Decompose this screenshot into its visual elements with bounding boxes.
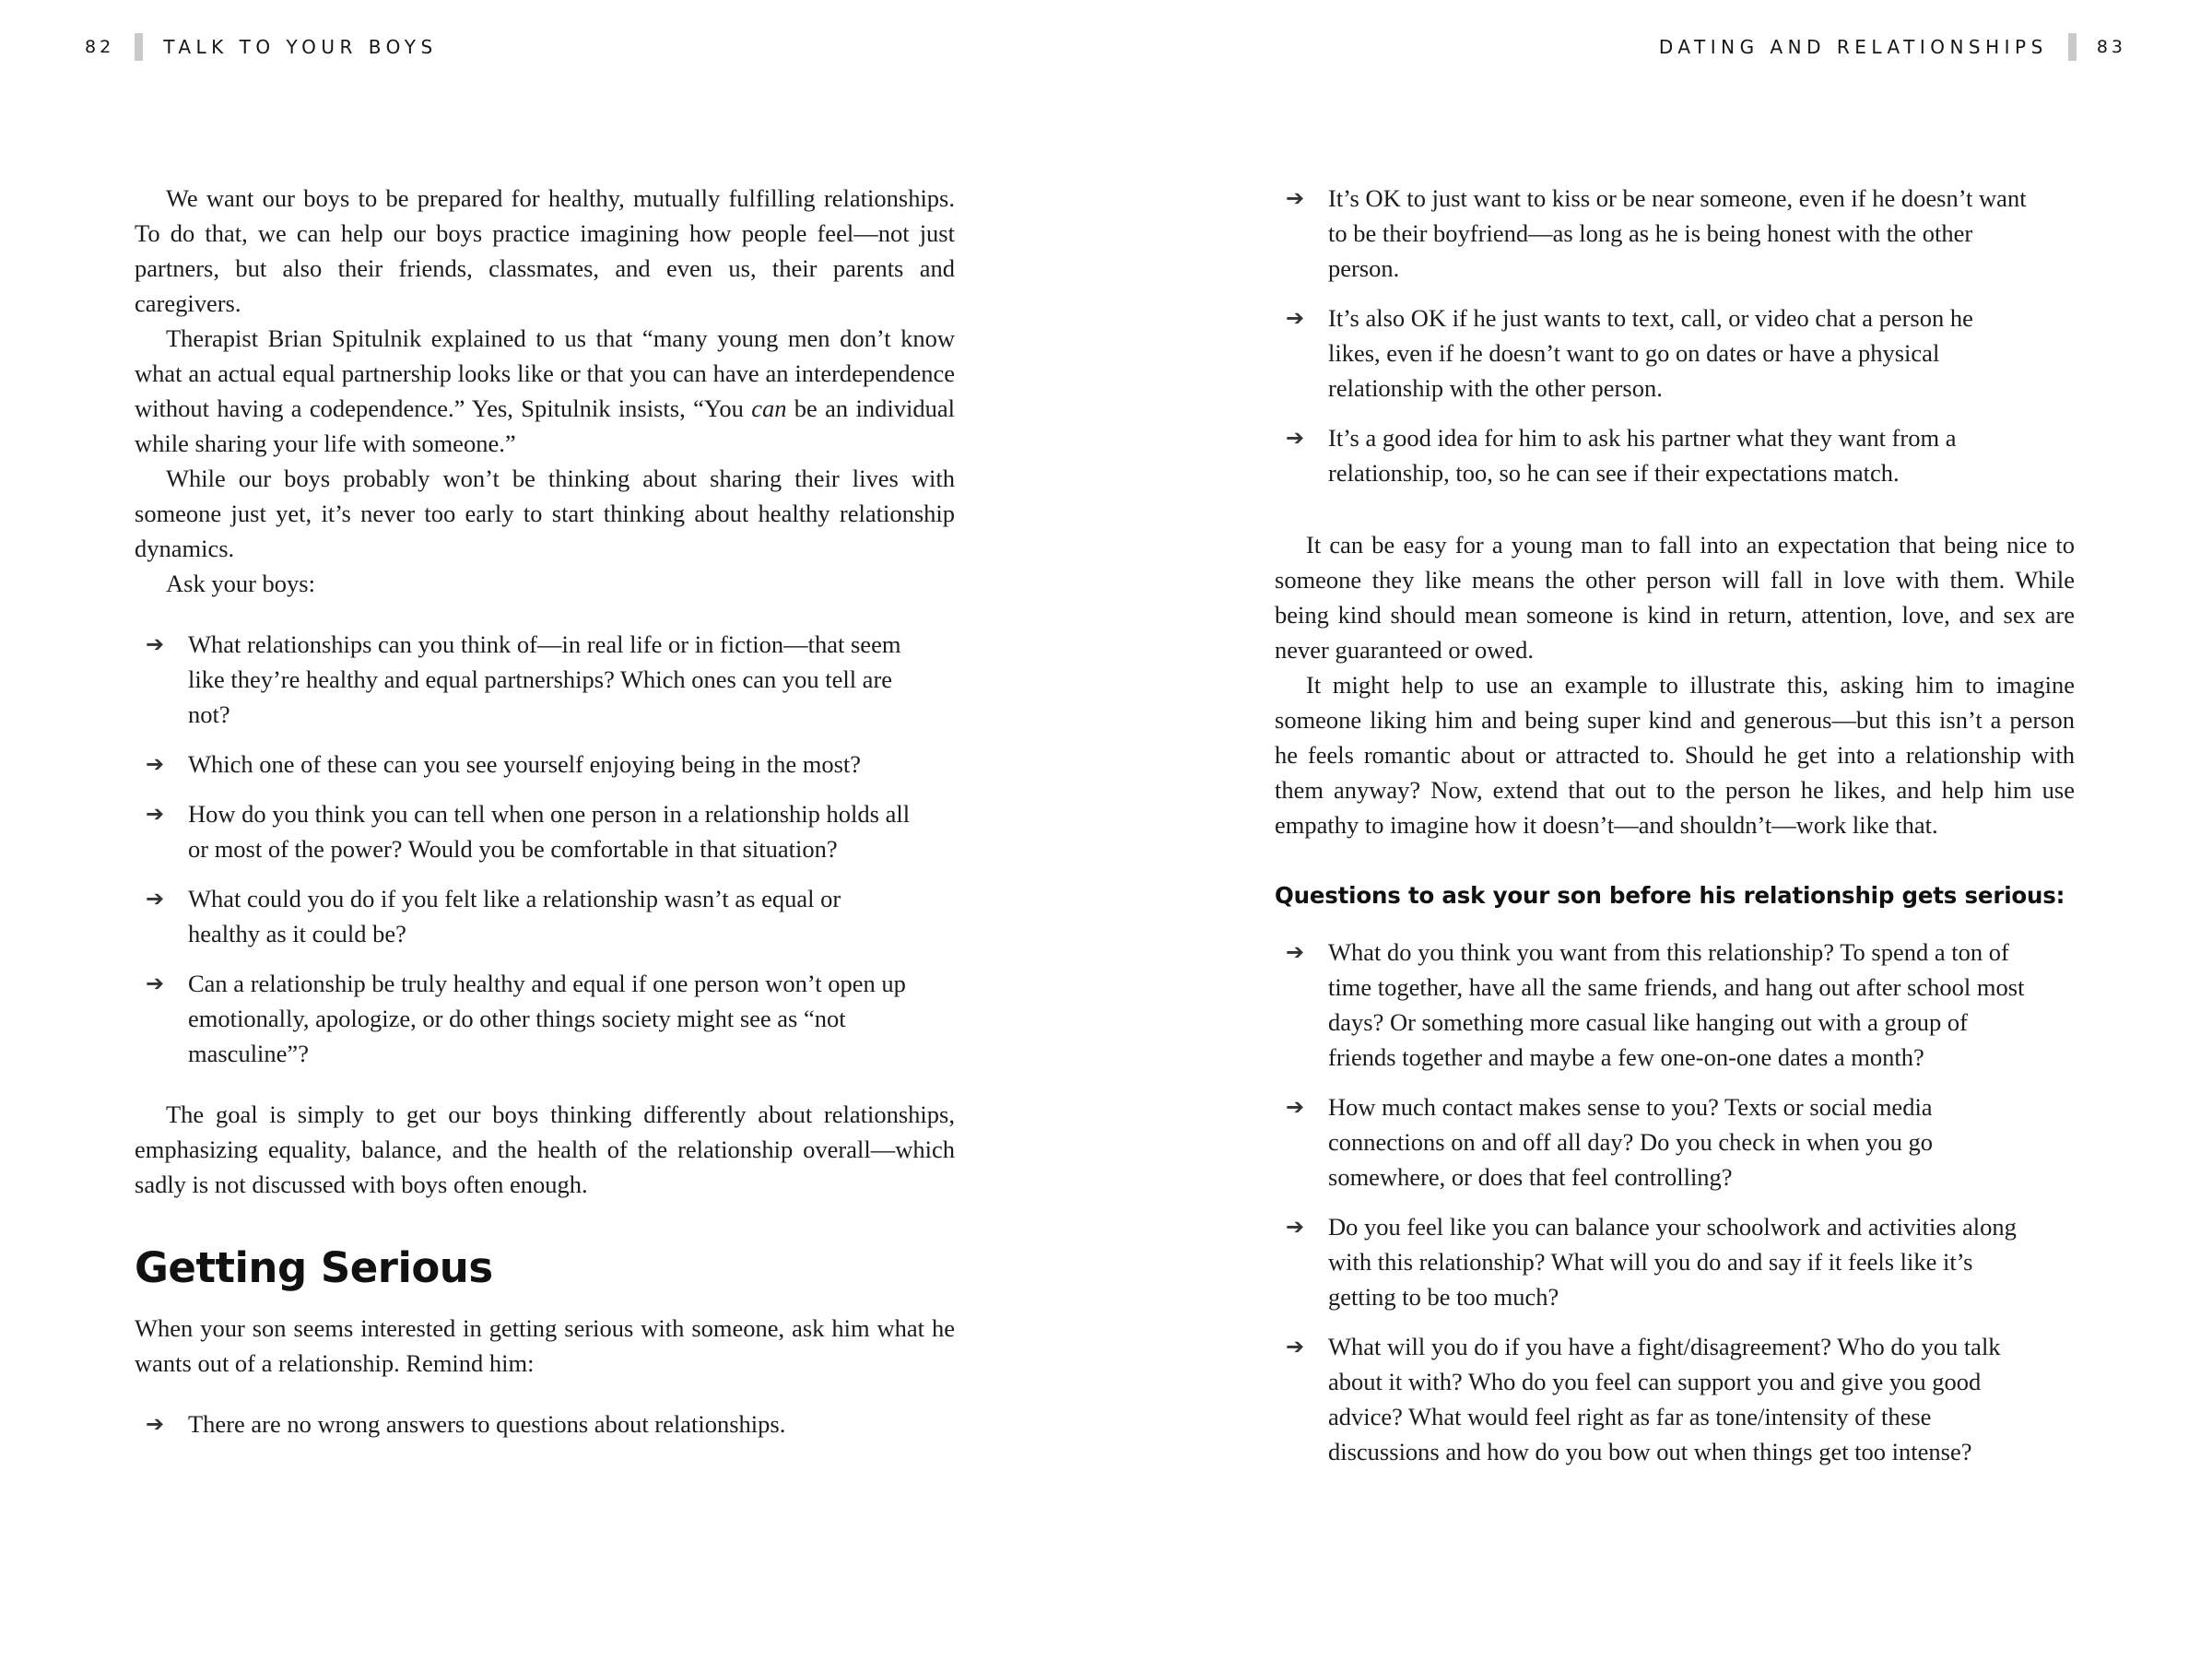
page-left-body xyxy=(135,181,955,1467)
running-head-left xyxy=(85,33,438,61)
arrow-bullet-icon: ➔ xyxy=(1286,939,1305,965)
paragraph-segment-italic: can xyxy=(751,394,787,422)
list-item xyxy=(135,881,955,951)
paragraph: It can be easy for a young man to fall into an expectation that being nice to someone they like means the other person will fall in love with them. While being kind should mean someone is kind in return, attention, love, and sex are never guaranteed or owed. xyxy=(1275,531,2075,664)
page-right-body xyxy=(1275,181,2075,1495)
list-item-text: It’s a good idea for him to ask his partner what they want from a relationship, too, so he can see if their expectations match. xyxy=(1328,424,1957,487)
paragraph xyxy=(135,321,955,461)
list-item-text: Can a relationship be truly healthy and equal if one person won’t open up emotionally, apologize, or do other things society might see as “not masculine”? xyxy=(188,970,906,1067)
list-item xyxy=(1275,935,2075,1075)
list-item xyxy=(135,747,955,782)
getting-serious-bullet-list xyxy=(135,1406,955,1441)
list-item-text: What could you do if you felt like a relationship wasn’t as equal or healthy as it could be? xyxy=(188,885,841,947)
list-item xyxy=(135,796,955,866)
list-item xyxy=(1275,1209,2075,1314)
page-number-left: 82 xyxy=(85,37,115,57)
running-head-right xyxy=(1659,33,2126,61)
paragraph-segment: Therapist Brian Spitulnik explained to us that “many young men don’t know what an actual equal partnership looks like or that you can have an interdependence without having a codependence.” Yes, Spitulnik insists, “You xyxy=(135,324,955,422)
ask-bullet-list xyxy=(135,627,955,1071)
subheading-questions: Questions to ask your son before his relationship gets serious: xyxy=(1275,882,2065,909)
list-item-text: How much contact makes sense to you? Texts or social media connections on and off all day? Do you check in when you go somewhere, or does that feel controlling? xyxy=(1328,1093,1933,1191)
paragraph: The goal is simply to get our boys thinking differently about relationships, emphasizing equality, balance, and the health of the relationship overall—which sadly is not discussed with boys often enough. xyxy=(135,1100,955,1198)
paragraph: It might help to use an example to illustrate this, asking him to imagine someone liking him and being super kind and generous—but this isn’t a person he feels romantic about or attracted to. Should he get into a relationship with them anyway? Now, extend that out to the person he likes, and help him use empathy to imagine how it doesn’t—and shouldn’t—work like that. xyxy=(1275,671,2075,839)
list-item-text: What do you think you want from this relationship? To spend a ton of time together, have all the same friends, and hang out after school most days? Or something more casual like hanging out with a group of friends together and maybe a few one-on-one dates a month? xyxy=(1328,938,2025,1071)
page-number-right: 83 xyxy=(2096,37,2126,57)
running-head-title-left: TALK TO YOUR BOYS xyxy=(163,36,438,58)
ask-your-boys-label: Ask your boys: xyxy=(166,570,315,597)
arrow-bullet-icon: ➔ xyxy=(146,801,165,827)
running-head-divider xyxy=(135,33,143,61)
arrow-bullet-icon: ➔ xyxy=(146,751,165,777)
paragraph: We want our boys to be prepared for healthy, mutually fulfilling relationships. To do that, we can help our boys practice imagining how people feel—not just partners, but also their friends, classmates, and even us, their parents and caregivers. xyxy=(135,184,955,317)
paragraph: When your son seems interested in getting serious with someone, ask him what he wants out of a relationship. Remind him: xyxy=(135,1314,955,1377)
arrow-bullet-icon: ➔ xyxy=(146,971,165,996)
arrow-bullet-icon: ➔ xyxy=(1286,305,1305,331)
arrow-bullet-icon: ➔ xyxy=(146,631,165,657)
arrow-bullet-icon: ➔ xyxy=(1286,1214,1305,1240)
list-item xyxy=(1275,420,2075,490)
list-item xyxy=(135,627,955,732)
list-item-text: Which one of these can you see yourself enjoying being in the most? xyxy=(188,750,862,778)
paragraph-segment: be an individual while sharing your life with someone.” xyxy=(135,394,955,457)
serious-questions-bullet-list xyxy=(1275,935,2075,1469)
arrow-bullet-icon: ➔ xyxy=(1286,1094,1305,1120)
list-item-text: It’s OK to just want to kiss or be near someone, even if he doesn’t want to be their boyfriend—as long as he is being honest with the other person. xyxy=(1328,184,2027,282)
arrow-bullet-icon: ➔ xyxy=(146,1411,165,1437)
list-item-text: How do you think you can tell when one person in a relationship holds all or most of the power? Would you be comfortable in that situation? xyxy=(188,800,911,863)
list-item-text: There are no wrong answers to questions about relationships. xyxy=(188,1410,786,1438)
running-head-divider xyxy=(2068,33,2077,61)
arrow-bullet-icon: ➔ xyxy=(1286,185,1305,211)
list-item-text: What relationships can you think of—in real life or in fiction—that seem like they’re healthy and equal partnerships? Which ones can you tell are not? xyxy=(188,630,901,728)
section-heading-getting-serious: Getting Serious xyxy=(135,1243,493,1292)
list-item xyxy=(1275,300,2075,406)
arrow-bullet-icon: ➔ xyxy=(1286,425,1305,451)
list-item-text: Do you feel like you can balance your schoolwork and activities along with this relationship? What will you do and say if it feels like it’s getting to be too much? xyxy=(1328,1213,2017,1311)
list-item-text: What will you do if you have a fight/disagreement? Who do you talk about it with? Who do you feel can support you and give you good advice? What would feel right as far as tone/intensity of these discussions and how do you bow out when things get too intense? xyxy=(1328,1333,2001,1465)
arrow-bullet-icon: ➔ xyxy=(146,886,165,912)
arrow-bullet-icon: ➔ xyxy=(1286,1334,1305,1359)
running-head-title-right: DATING AND RELATIONSHIPS xyxy=(1658,36,2048,58)
list-item xyxy=(135,966,955,1071)
list-item-text: It’s also OK if he just wants to text, call, or video chat a person he likes, even if he doesn’t want to go on dates or have a physical relationship with the other person. xyxy=(1328,304,1973,402)
list-item xyxy=(1275,1329,2075,1469)
remind-him-bullet-list xyxy=(1275,181,2075,490)
list-item xyxy=(135,1406,955,1441)
list-item xyxy=(1275,1089,2075,1194)
paragraph: While our boys probably won’t be thinking about sharing their lives with someone just yet, it’s never too early to start thinking about healthy relationship dynamics. xyxy=(135,465,955,562)
list-item xyxy=(1275,181,2075,286)
